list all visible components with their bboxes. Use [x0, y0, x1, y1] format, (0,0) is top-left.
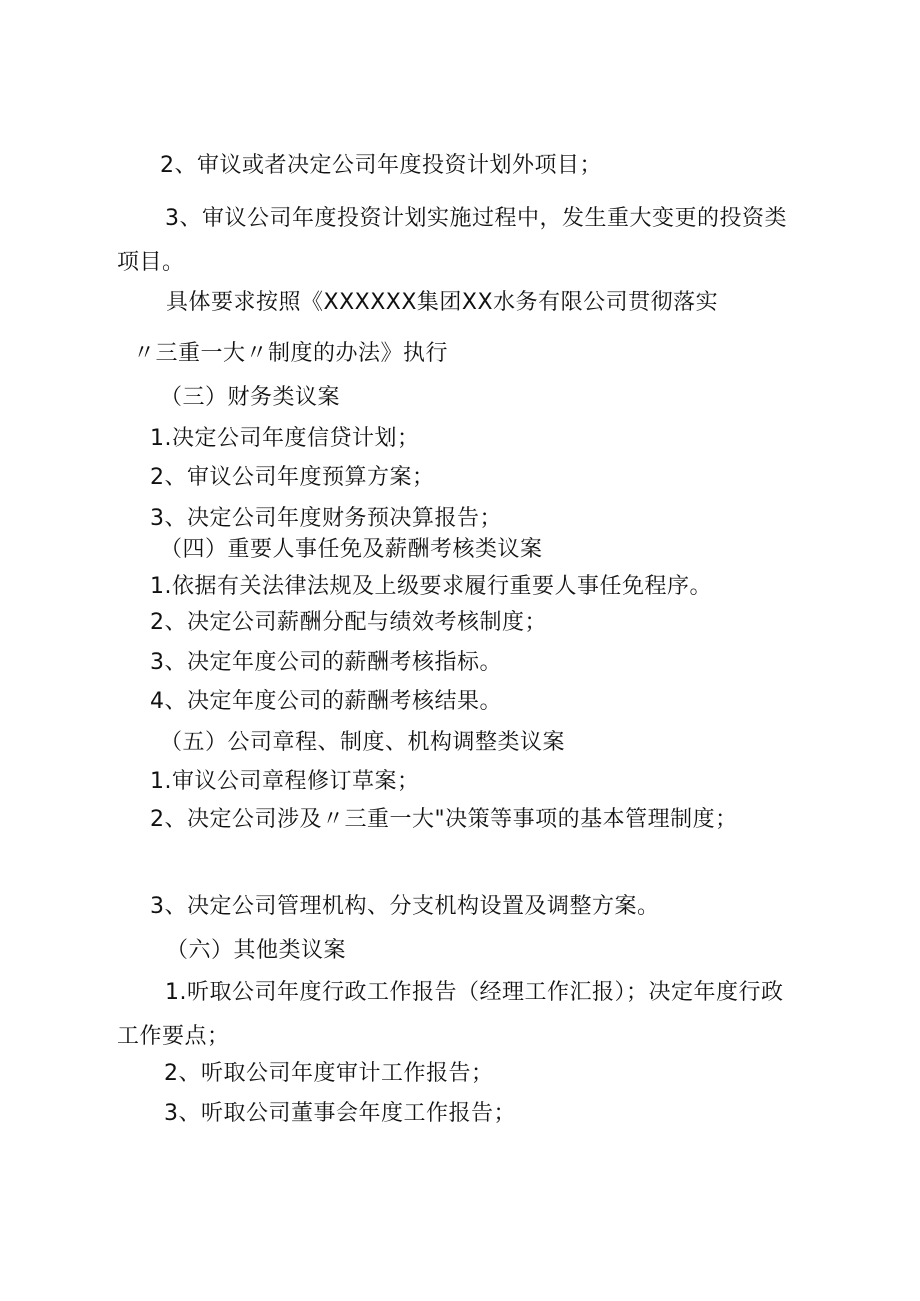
- personnel-item-4: 4、决定年度公司的薪酬考核结果。: [150, 689, 502, 714]
- charter-item-3: 3、决定公司管理机构、分支机构设置及调整方案。: [150, 894, 660, 919]
- other-item-2: 2、听取公司年度审计工作报告；: [164, 1061, 494, 1086]
- item-2-investment: 2、审议或者决定公司年度投资计划外项目；: [160, 153, 602, 178]
- section-heading-other: （六）其他类议案: [166, 938, 347, 963]
- personnel-item-2: 2、决定公司薪酬分配与绩效考核制度；: [150, 610, 547, 635]
- item-3-investment: 3、审议公司年度投资计划实施过程中，发生重大变更的投资类项目。: [117, 206, 787, 275]
- requirement-line-cont: 〃三重一大〃制度的办法》执行: [133, 341, 449, 366]
- charter-item-1: 1.审议公司章程修订草案；: [150, 769, 420, 794]
- requirement-line: 具体要求按照《XXXXXX集团XX水务有限公司贯彻落实: [166, 290, 719, 315]
- section-heading-finance: （三）财务类议案: [160, 385, 341, 410]
- finance-item-1: 1.决定公司年度信贷计划；: [150, 426, 420, 451]
- section-heading-charter: （五）公司章程、制度、机构调整类议案: [160, 730, 566, 755]
- other-item-1: 1.听取公司年度行政工作报告（经理工作汇报）；决定年度行政工作要点；: [117, 980, 784, 1049]
- finance-item-3: 3、决定公司年度财务预决算报告；: [150, 506, 502, 531]
- other-item-3: 3、听取公司董事会年度工作报告；: [164, 1101, 516, 1126]
- personnel-item-1: 1.依据有关法律法规及上级要求履行重要人事任免程序。: [150, 574, 712, 599]
- finance-item-2: 2、审议公司年度预算方案；: [150, 465, 435, 490]
- charter-item-2: 2、决定公司涉及〃三重一大"决策等事项的基本管理制度；: [150, 807, 738, 832]
- section-heading-personnel: （四）重要人事任免及薪酬考核类议案: [160, 537, 543, 562]
- personnel-item-3: 3、决定年度公司的薪酬考核指标。: [150, 650, 502, 675]
